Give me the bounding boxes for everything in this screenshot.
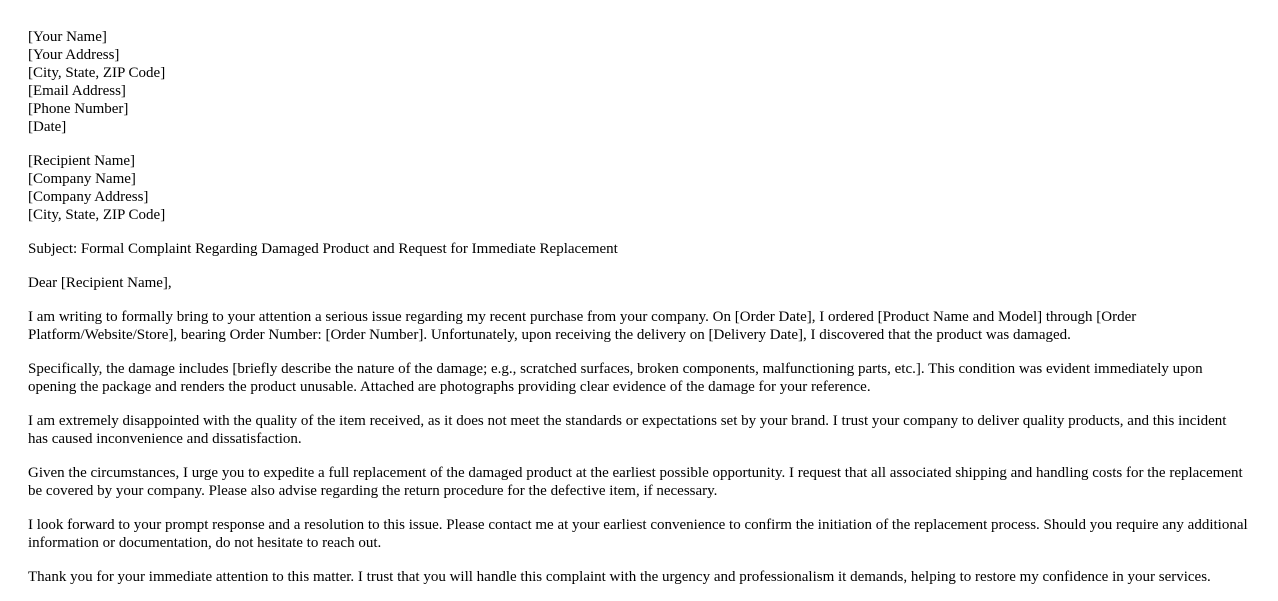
subject-line: Subject: Formal Complaint Regarding Damaged Product and Request for Immediate Replacement [28, 241, 618, 257]
letter-date: [Date] [28, 119, 67, 135]
body-paragraph-3: I am extremely disappointed with the quality of the item received, as it does not meet the standards or expectations set by your brand. I trust your company to deliver quality products, and this incident has caused inconvenience and dissatisfaction. [28, 413, 1227, 447]
salutation: Dear [Recipient Name], [28, 275, 172, 291]
body-paragraph-2: Specifically, the damage includes [briefly describe the nature of the damage; e.g., scratched surfaces, broken components, malfunctioning parts, etc.]. This condition was evident immediately upon opening the package and renders the product unusable. Attached are photographs providing clear evidence of the damage for your reference. [28, 361, 1203, 395]
recipient-city-state-zip: [City, State, ZIP Code] [28, 207, 166, 223]
recipient-company-address: [Company Address] [28, 189, 149, 205]
sender-address: [Your Address] [28, 47, 120, 63]
sender-city-state-zip: [City, State, ZIP Code] [28, 65, 166, 81]
body-paragraph-1: I am writing to formally bring to your attention a serious issue regarding my recent purchase from your company. On [Order Date], I ordered [Product Name and Model] through [Order Platform/Website/Store], bearing Order Number: [Order Number]. Unfortunately, upon receiving the delivery on [Delivery Date], I discovered that the product was damaged. [28, 309, 1137, 343]
recipient-company: [Company Name] [28, 171, 136, 187]
recipient-name: [Recipient Name] [28, 153, 136, 169]
sender-name: [Your Name] [28, 29, 107, 45]
body-paragraph-4: Given the circumstances, I urge you to expedite a full replacement of the damaged product at the earliest possible opportunity. I request that all associated shipping and handling costs for the replacement be covered by your company. Please also advise regarding the return procedure for the defective item, if necessary. [28, 465, 1243, 499]
body-paragraph-5: I look forward to your prompt response and a resolution to this issue. Please contact me at your earliest convenience to confirm the initiation of the replacement process. Should you require any additional information or documentation, do not hesitate to reach out. [28, 517, 1248, 551]
body-paragraph-6: Thank you for your immediate attention to this matter. I trust that you will handle this complaint with the urgency and professionalism it demands, helping to restore my confidence in your services. [28, 569, 1211, 585]
sender-email: [Email Address] [28, 83, 126, 99]
sender-phone: [Phone Number] [28, 101, 129, 117]
recipient-block [28, 152, 1250, 224]
sender-block [28, 28, 1250, 136]
